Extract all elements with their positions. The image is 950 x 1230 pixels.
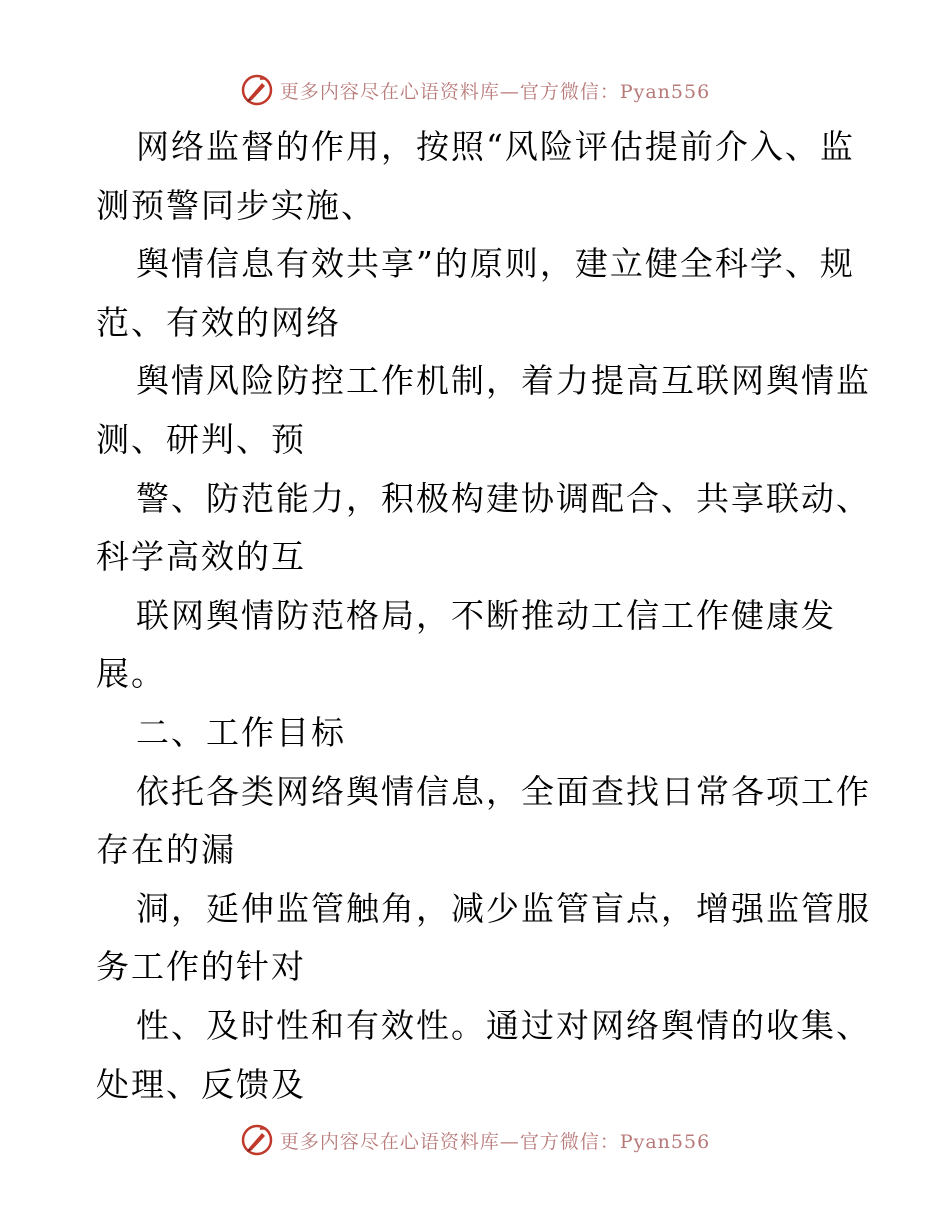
text-line: 警、防范能力，积极构建协调配合、共享联动、	[136, 478, 871, 518]
text-line: 展。	[96, 654, 166, 694]
text-line: 测、研判、预	[96, 419, 306, 459]
text-line: 洞，延伸监管触角，减少监管盲点，增强监管服	[136, 888, 871, 928]
pen-circle-logo-icon	[240, 1123, 274, 1157]
text-line: 舆情信息有效共享”的原则，建立健全科学、规	[136, 244, 855, 284]
footer-watermark	[0, 1120, 950, 1160]
text-line: 科学高效的互	[96, 537, 306, 577]
watermark-text: 更多内容尽在心语资料库—官方微信：Pyan556	[279, 80, 711, 103]
text-line: 务工作的针对	[96, 947, 306, 987]
text-line: 存在的漏	[96, 830, 236, 870]
watermark-text: 更多内容尽在心语资料库—官方微信：Pyan556	[279, 1130, 711, 1153]
document-body	[96, 118, 871, 1114]
section-heading: 二、工作目标	[136, 712, 346, 752]
header-watermark	[0, 70, 950, 110]
text-line: 处理、反馈及	[96, 1064, 306, 1104]
text-line: 测预警同步实施、	[96, 185, 376, 225]
text-line: 依托各类网络舆情信息，全面查找日常各项工作	[136, 771, 871, 811]
text-line: 性、及时性和有效性。通过对网络舆情的收集、	[136, 1005, 871, 1045]
text-line: 联网舆情防范格局，不断推动工信工作健康发	[136, 595, 836, 635]
pen-circle-logo-icon	[240, 73, 274, 107]
text-line: 舆情风险防控工作机制，着力提高互联网舆情监	[136, 361, 871, 401]
text-line: 范、有效的网络	[96, 302, 341, 342]
text-line: 网络监督的作用，按照“风险评估提前介入、监	[136, 127, 855, 166]
